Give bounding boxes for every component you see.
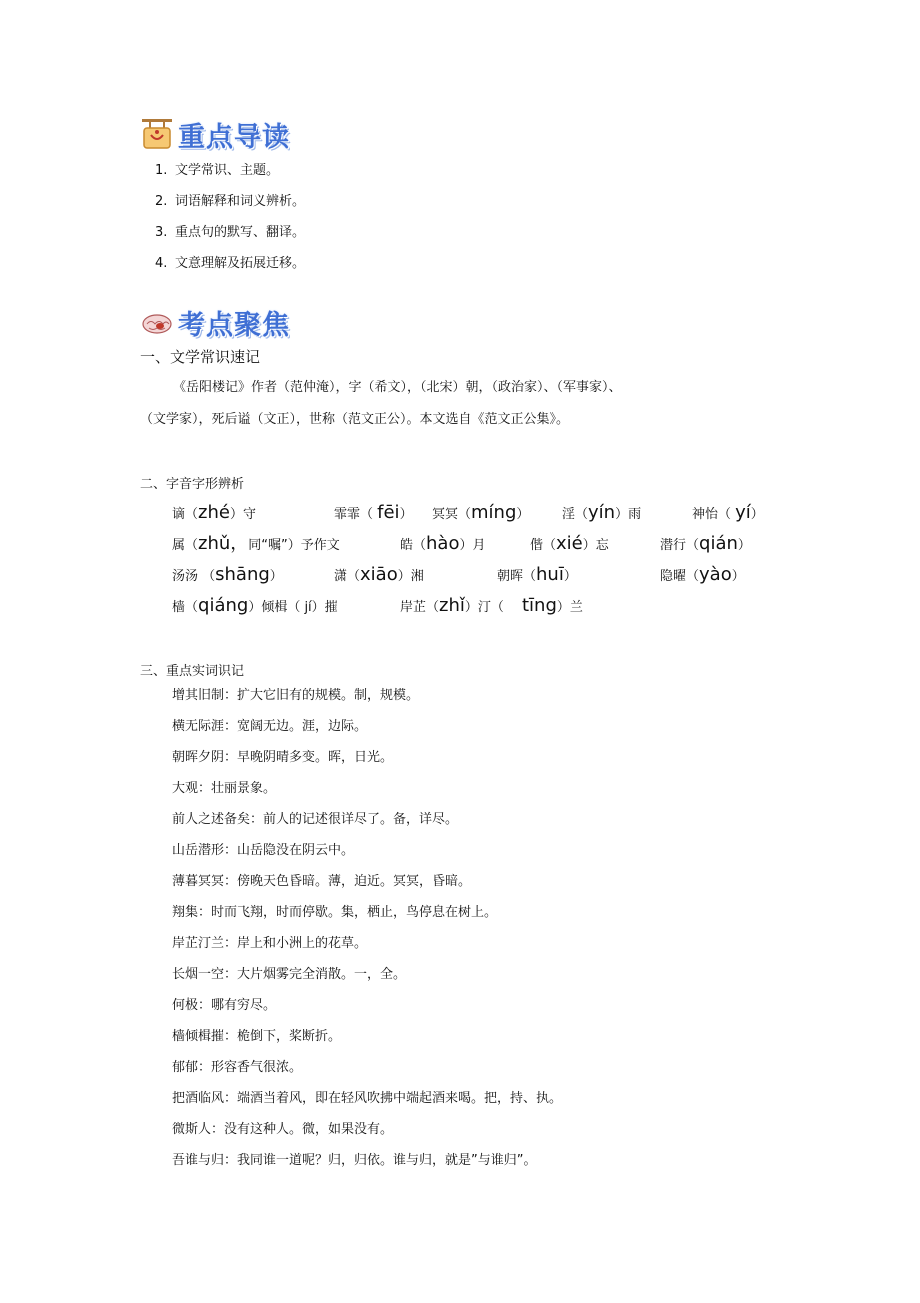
list-item: 微斯人：没有这种人。微，如果没有。 — [172, 1122, 394, 1137]
pronunciation-item: 樯（qiáng）倾楫（ jí）摧 — [172, 595, 338, 616]
key-words-list — [172, 685, 562, 1181]
pronunciation-row — [172, 593, 792, 624]
list-item: 横无际涯：宽阔无边。涯，边际。 — [172, 719, 368, 734]
list-item: 长烟一空：大片烟雾完全消散。一，全。 — [172, 967, 407, 982]
signboard-icon — [140, 117, 174, 151]
focus-list — [155, 160, 305, 284]
banner-focus-reading — [140, 114, 290, 154]
pronunciation-item: 属（zhǔ，同“嘱”）予作文 — [172, 533, 340, 554]
pronunciation-row — [172, 500, 792, 531]
list-item: 3. 重点句的默写、翻译。 — [155, 225, 306, 240]
pronunciation-item: 皓（hào）月 — [400, 533, 486, 554]
literary-knowledge-paragraph: 《岳阳楼记》作者（范仲淹），字（希文），（北宋）朝，（政治家）、（军事家）、 （文学家），死后谥（文正），世称（范文正公）。本文选自《范文正公集》。 — [140, 380, 622, 427]
list-item: 前人之述备矣：前人的记述很详尽了。备，详尽。 — [172, 812, 459, 827]
brain-icon — [140, 305, 174, 339]
pronunciation-item: 谪（zhé）守 — [172, 502, 256, 523]
list-item: 郁郁：形容香气很浓。 — [172, 1060, 303, 1075]
pronunciation-item: 偕（xié）忘 — [530, 533, 609, 554]
pronunciation-grid — [172, 500, 792, 624]
banner-key-points — [140, 302, 290, 342]
pronunciation-item: 潇（xiāo）湘 — [334, 564, 424, 585]
pronunciation-item: 朝晖（huī） — [497, 564, 577, 585]
list-item: 把酒临风：端酒当着风，即在轻风吹拂中端起酒来喝。把，持、执。 — [172, 1091, 563, 1106]
pronunciation-item: 冥冥（míng） — [432, 502, 530, 523]
pronunciation-item: 神怡（ yí） — [692, 502, 764, 523]
section-heading-pronunciation: 二、字音字形辨析 — [140, 477, 245, 492]
list-item: 2. 词语解释和词义辨析。 — [155, 194, 306, 209]
banner-title: 考点聚焦 — [178, 309, 290, 341]
pronunciation-item: 汤汤 （shāng） — [172, 564, 283, 585]
pronunciation-item: 霏霏（ fēi） — [334, 502, 413, 523]
pronunciation-row — [172, 562, 792, 593]
list-item: 吾谁与归：我同谁一道呢？归，归依。谁与归，就是”与谁归”。 — [172, 1153, 537, 1168]
list-item: 翔集：时而飞翔，时而停歇。集，栖止，鸟停息在树上。 — [172, 905, 498, 920]
list-item: 何极：哪有穷尽。 — [172, 998, 277, 1013]
list-item: 樯倾楫摧：桅倒下，桨断折。 — [172, 1029, 342, 1044]
list-item: 大观：壮丽景象。 — [172, 781, 277, 796]
list-item: 山岳潜形：山岳隐没在阴云中。 — [172, 843, 355, 858]
pronunciation-item: tīng）兰 — [522, 595, 583, 616]
section-heading-key-words: 三、重点实词识记 — [140, 664, 245, 679]
list-item: 1. 文学常识、主题。 — [155, 163, 280, 178]
pronunciation-item: 隐曜（yào） — [660, 564, 745, 585]
pronunciation-item: 潜行（qián） — [660, 533, 751, 554]
list-item: 薄暮冥冥：傍晚天色昏暗。薄，迫近。冥冥，昏暗。 — [172, 874, 472, 889]
banner-title: 重点导读 — [178, 121, 290, 153]
list-item: 增其旧制：扩大它旧有的规模。制，规模。 — [172, 688, 420, 703]
pronunciation-item: 淫（yín）雨 — [562, 502, 642, 523]
list-item: 朝晖夕阴：早晚阴晴多变。晖，日光。 — [172, 750, 394, 765]
section-heading-literary-knowledge: 一、文学常识速记 — [140, 348, 261, 366]
pronunciation-row — [172, 531, 792, 562]
list-item: 岸芷汀兰：岸上和小洲上的花草。 — [172, 936, 368, 951]
list-item: 4. 文意理解及拓展迁移。 — [155, 256, 306, 271]
pronunciation-item: 岸芷（zhǐ）汀（ — [400, 595, 504, 616]
